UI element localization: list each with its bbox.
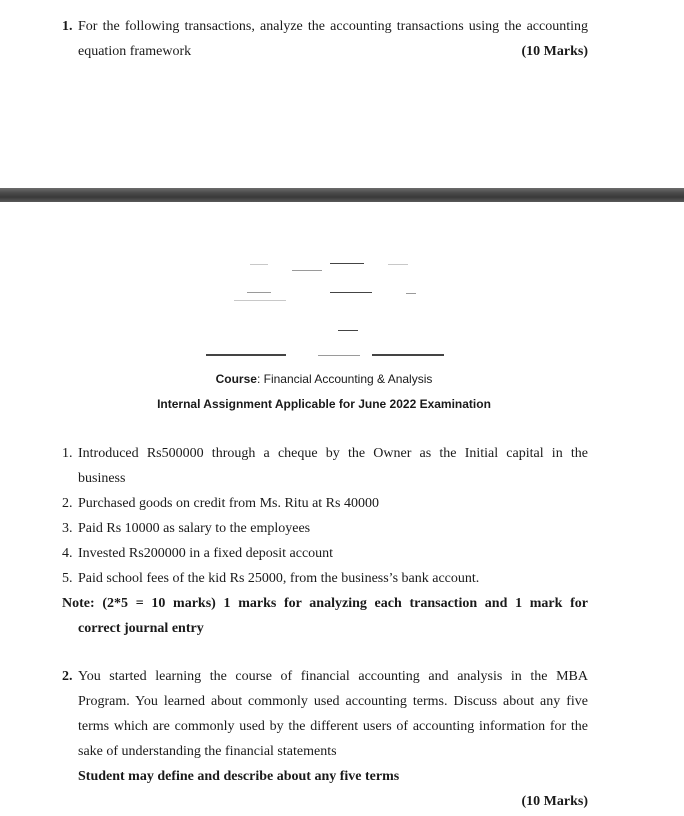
list-item-number: 2. xyxy=(62,496,73,511)
question-1-marks: (10 Marks) xyxy=(521,44,588,59)
list-item-number: 1. xyxy=(62,446,73,461)
list-item-number: 3. xyxy=(62,521,73,536)
list-item-text: Paid school fees of the kid Rs 25000, from the business’s bank account. xyxy=(78,571,480,586)
question-2 xyxy=(62,664,588,814)
marking-note-line1: Note: (2*5 = 10 marks) 1 marks for analyzing each transaction and 1 mark for xyxy=(62,596,588,611)
marking-note xyxy=(62,591,588,641)
question-1-number: 1. xyxy=(62,19,73,34)
list-item-number: 4. xyxy=(62,546,73,561)
question-2-text-line3: terms which are commonly used by the different users of accounting information for the xyxy=(78,719,588,734)
page-divider xyxy=(0,188,684,202)
course-title xyxy=(0,372,648,386)
question-2-text-line1: You started learning the course of financial accounting and analysis in the MBA xyxy=(78,669,588,684)
question-2-number: 2. xyxy=(62,669,73,684)
faded-header-artifacts xyxy=(0,230,684,360)
list-item xyxy=(62,516,588,541)
list-item-text: business xyxy=(78,471,126,486)
list-item-number: 5. xyxy=(62,571,73,586)
marking-note-line2: correct journal entry xyxy=(78,621,204,636)
list-item-text: Paid Rs 10000 as salary to the employees xyxy=(78,521,311,536)
question-1 xyxy=(62,14,588,64)
question-2-marks: (10 Marks) xyxy=(521,794,588,809)
list-item-text: Purchased goods on credit from Ms. Ritu at Rs 40000 xyxy=(78,496,379,511)
list-item-text: Introduced Rs500000 through a cheque by the Owner as the Initial capital in the xyxy=(78,446,588,461)
question-2-hint: Student may define and describe about any five terms xyxy=(78,769,400,784)
assignment-line: Internal Assignment Applicable for June 2022 Examination xyxy=(157,397,491,411)
question-1-text-line1: For the following transactions, analyze the accounting transactions using the accounting xyxy=(78,19,588,34)
transactions-list xyxy=(62,441,588,641)
course-label: Course xyxy=(215,372,257,386)
question-1-text-line2: equation framework xyxy=(78,44,192,59)
list-item xyxy=(62,441,588,491)
question-2-text-line4: sake of understanding the financial statements xyxy=(78,744,337,759)
question-2-text-line2: Program. You learned about commonly used accounting terms. Discuss about any five xyxy=(78,694,588,709)
course-value: : Financial Accounting & Analysis xyxy=(256,372,433,386)
list-item-text: Invested Rs200000 in a fixed deposit account xyxy=(78,546,334,561)
list-item xyxy=(62,541,588,566)
list-item xyxy=(62,566,588,591)
list-item xyxy=(62,491,588,516)
